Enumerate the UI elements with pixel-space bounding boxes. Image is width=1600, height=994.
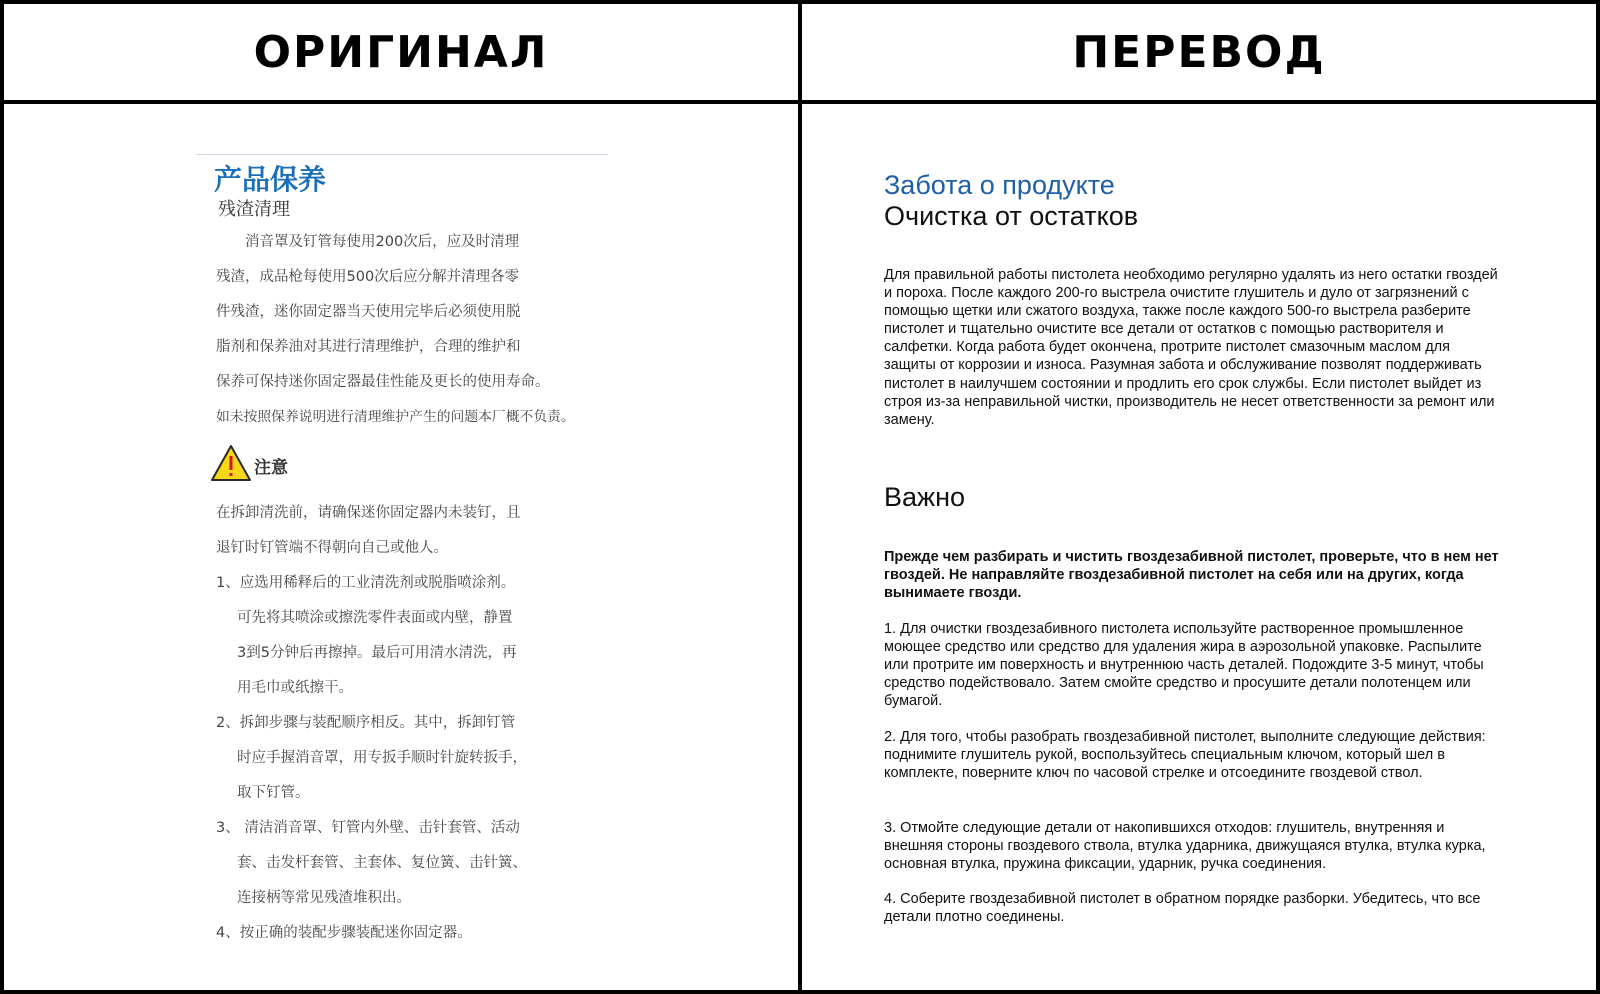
translation-header: ПЕРЕВОД [1072,26,1326,78]
translation-step-3: 3. Отмойте следующие детали от накопившихся отходов: глушитель, внутренняя и внешняя стороны гвоздевого ствола, втулка ударника, движущаяся втулка, втулка курка, основная втулка, пружина фиксации, ударник, ручка соединения. [884,820,1486,873]
original-line: 脂剂和保养油对其进行清理维护，合理的维护和 [216,339,521,355]
original-line: 件残渣，迷你固定器当天使用完毕后必须使用脱 [216,304,521,320]
original-step-line: 1、应选用稀释后的工业清洗剂或脱脂喷涂剂。 [216,575,516,591]
original-page [196,148,636,968]
translation-warning-paragraph: Прежде чем разбирать и чистить гвоздезабивной пистолет, проверьте, что в нем нет гвоздей. Не направляйте гвоздезабивной пистолет на себя или на других, когда вынимаете гвозди. [884,549,1499,602]
original-step-line: 套、击发杆套管、主套体、复位簧、击针簧、 [237,855,527,871]
original-step-line: 可先将其喷涂或擦洗零件表面或内壁，静置 [237,610,513,626]
translation-step-4: 4. Соберите гвоздезабивной пистолет в обратном порядке разборки. Убедитесь, что все детали плотно соединены. [884,891,1481,926]
translation-important-heading: Важно [884,482,966,512]
original-line: 残渣，成品枪每使用500次后应分解并清理各零 [216,269,520,285]
original-top-rule [196,154,608,155]
translation-subtitle: Очистка от остатков [884,201,1139,231]
original-step-line: 连接柄等常见残渣堆积出。 [237,890,411,906]
translation-step-1: 1. Для очистки гвоздезабивного пистолета используйте растворенное промышленное моющее средство или средство для удаления жира в аэрозольной упаковке. Распылите или протрите им поверхность и внутреннюю часть деталей. Подождите 3-5 минут, чтобы средство подействовало. Затем смойте средство и просушите детали полотенцем или бумагой. [884,621,1484,710]
original-warning-line: 在拆卸清洗前，请确保迷你固定器内未装钉，且 [216,505,521,521]
original-step-line: 用毛巾或纸擦干。 [237,680,353,696]
original-step-line: 4、按正确的装配步骤装配迷你固定器。 [216,925,472,941]
header-divider [0,100,1600,104]
translation-intro-paragraph: Для правильной работы пистолета необходимо регулярно удалять из него остатки гвоздей и пороха. После каждого 200-го выстрела очистите глушитель и дуло от загрязнений с помощью щетки или сжатого воздуха, также после каждого 500-го выстрела разберите пистолет и тщательно очистите все детали от остатков с помощью растворителя и салфетки. Когда работа будет окончена, протрите пистолет смазочным маслом для защиты от коррозии и износа. Разумная забота и обслуживание позволят поддерживать пистолет в наилучшем состоянии и продлить его срок службы. Если пистолет выйдет из строя из-за неправильной чистки, производитель не несет ответственности за ремонт или замену. [884,267,1498,428]
column-divider [798,0,802,994]
original-step-line: 取下钉管。 [237,785,310,801]
original-line: 保养可保持迷你固定器最佳性能及更长的使用寿命。 [216,374,550,390]
original-line: 消音罩及钉管每使用200次后，应及时清理 [245,234,520,250]
original-subtitle: 残渣清理 [218,199,290,220]
warning-triangle-icon [210,444,252,482]
original-header: ОРИГИНАЛ [253,26,549,78]
original-warning-line: 退钉时钉管端不得朝向自己或他人。 [216,540,448,556]
original-step-line: 时应手握消音罩，用专扳手顺时针旋转扳手， [237,750,527,766]
original-warning-label: 注意 [254,458,288,478]
original-step-line: 3到5分钟后再擦掉。最后可用清水清洗，再 [237,645,517,661]
original-step-line: 2、拆卸步骤与装配顺序相反。其中，拆卸钉管 [216,715,516,731]
original-step-line: 3、 清洁消音罩、钉管内外壁、击针套管、活动 [216,820,520,836]
original-title: 产品保养 [214,163,327,196]
translation-step-2: 2. Для того, чтобы разобрать гвоздезабивной пистолет, выполните следующие действия: поднимите глушитель рукой, воспользуйтесь специальным ключом, который шел в комплекте, поверните ключ по часовой стрелке и отсоедините гвоздевой ствол. [884,729,1486,782]
original-line: 如未按照保养说明进行清理维护产生的问题本厂概不负责。 [216,409,575,425]
translation-title: Забота о продукте [884,170,1115,200]
